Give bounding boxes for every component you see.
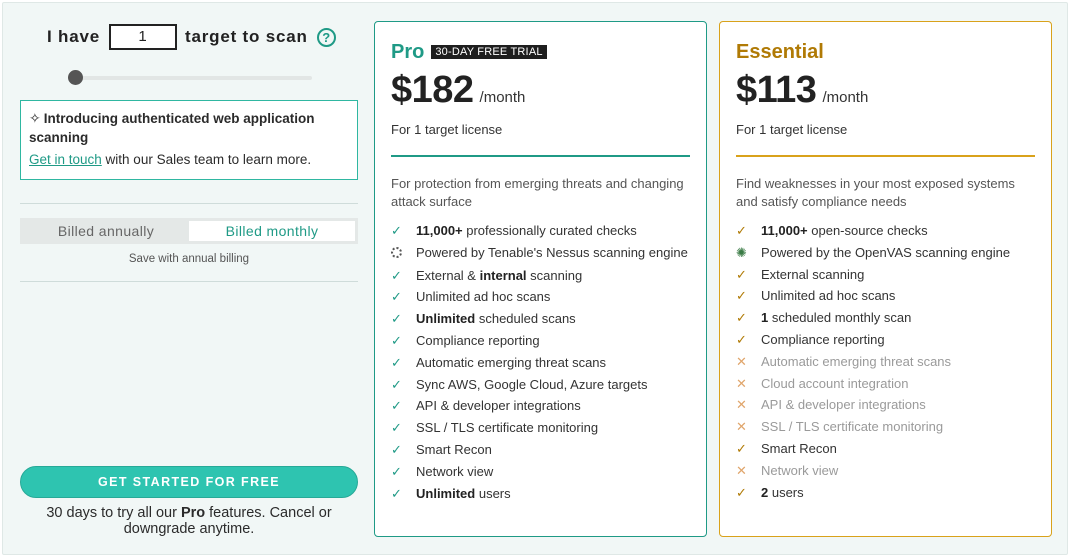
feature-text	[416, 245, 688, 261]
feature-text-body: Automatic emerging threat scans	[761, 353, 952, 369]
feature-text	[416, 289, 550, 305]
feature-item	[736, 288, 1035, 304]
feature-text-body: Sync AWS, Google Cloud, Azure targets	[416, 376, 648, 392]
feature-item	[736, 267, 1035, 283]
feature-text-body: users	[768, 484, 804, 500]
feature-text	[416, 464, 493, 480]
feature-text-body: Unlimited ad hoc scans	[416, 289, 551, 305]
license-note: For 1 target license	[391, 122, 503, 137]
plan-description: For protection from emerging threats and changing attack surface	[391, 176, 684, 209]
price-row	[736, 69, 1035, 111]
feature-item	[391, 442, 690, 458]
plan-price: $113	[736, 69, 817, 111]
feature-text-body: Automatic emerging threat scans	[416, 354, 607, 370]
feature-item	[391, 311, 690, 327]
check-icon: ✓	[391, 420, 402, 436]
price-period: /month	[822, 89, 869, 106]
feature-text	[416, 486, 511, 502]
check-icon: ✓	[391, 354, 402, 370]
nessus-icon	[391, 245, 416, 262]
check-icon: ✓	[391, 398, 402, 414]
web-app-scanning-promo	[20, 100, 358, 180]
feature-text	[761, 485, 804, 501]
feature-item	[736, 332, 1035, 348]
divider	[20, 281, 358, 282]
feature-item	[736, 245, 1035, 261]
plan-price: $182	[391, 69, 474, 111]
feature-item	[736, 397, 1035, 413]
plan-header	[391, 40, 690, 64]
feature-text	[416, 355, 606, 371]
check-icon: ✓	[736, 223, 747, 238]
promo-title-row	[29, 109, 349, 147]
check-icon: ✓	[736, 266, 747, 282]
billed-monthly-option[interactable]: Billed monthly	[189, 221, 355, 241]
feature-text	[761, 441, 837, 457]
feature-text-body: Network view	[761, 462, 839, 478]
feature-text-bold: 11,000+	[416, 223, 463, 238]
help-icon[interactable]: ?	[317, 28, 336, 47]
feature-text-body: API & developer integrations	[761, 397, 926, 413]
sparkle-icon: ✧	[29, 110, 41, 126]
plan-description: Find weaknesses in your most exposed systems and satisfy compliance needs	[736, 176, 1015, 209]
feature-item	[736, 419, 1035, 435]
check-icon: ✓	[736, 484, 747, 500]
feature-text	[761, 419, 943, 435]
billed-annually-option[interactable]: Billed annually	[57, 223, 155, 239]
get-started-button[interactable]: GET STARTED FOR FREE	[20, 466, 358, 498]
save-annual-note: Save with annual billing	[128, 253, 250, 265]
feature-text	[416, 268, 582, 284]
feature-item	[736, 223, 1035, 239]
check-icon: ✓	[391, 441, 402, 457]
feature-item	[391, 486, 690, 502]
get-in-touch-link[interactable]: Get in touch	[29, 152, 102, 167]
feature-item	[736, 485, 1035, 501]
promo-body-text: with our Sales team to learn more.	[101, 152, 312, 167]
feature-text	[761, 463, 838, 479]
feature-text-body: Unlimited ad hoc scans	[761, 288, 896, 304]
check-icon: ✓	[391, 463, 402, 479]
feature-text-body: users	[475, 485, 511, 501]
trial-note	[20, 505, 358, 537]
target-prefix-label: I have	[47, 27, 100, 46]
feature-text-bold: 1	[761, 310, 769, 326]
feature-text-body: SSL / TLS certificate monitoring	[761, 419, 944, 435]
plan-divider	[391, 155, 690, 157]
cross-icon: ✕	[736, 353, 747, 369]
feature-item	[391, 420, 690, 436]
feature-item	[391, 377, 690, 393]
feature-text	[416, 442, 492, 458]
feature-item	[391, 268, 690, 284]
feature-text-bold: Unlimited	[416, 311, 476, 327]
check-icon: ✓	[391, 223, 402, 238]
billing-toggle[interactable]	[20, 218, 358, 244]
feature-text-body: Compliance reporting	[416, 332, 540, 348]
target-configurator	[20, 22, 358, 282]
feature-text	[416, 311, 576, 327]
feature-text	[761, 245, 1010, 261]
feature-text	[416, 223, 637, 239]
price-row	[391, 69, 690, 111]
feature-list	[736, 223, 1035, 501]
target-suffix-label: target to scan	[185, 27, 308, 46]
feature-text	[416, 420, 598, 436]
plan-card-pro[interactable]	[374, 21, 707, 537]
target-slider[interactable]	[70, 70, 312, 86]
feature-text	[761, 354, 951, 370]
license-note: For 1 target license	[736, 122, 848, 137]
feature-item	[391, 333, 690, 349]
feature-text	[416, 333, 540, 349]
feature-text-body: SSL / TLS certificate monitoring	[416, 420, 599, 436]
feature-text-body: scheduled scans	[475, 311, 576, 327]
feature-text	[416, 377, 647, 393]
feature-item	[736, 310, 1035, 326]
check-icon: ✓	[736, 440, 747, 456]
plan-header	[736, 40, 1035, 64]
feature-text	[761, 332, 885, 348]
plan-card-essential[interactable]	[719, 21, 1052, 537]
feature-text	[761, 376, 908, 392]
feature-text-bold: Unlimited	[416, 485, 476, 501]
check-icon: ✓	[736, 331, 747, 347]
feature-text-body: External scanning	[761, 266, 865, 282]
check-icon: ✓	[391, 332, 402, 348]
feature-text	[416, 398, 581, 414]
cross-icon: ✕	[736, 375, 747, 391]
check-icon: ✓	[736, 310, 747, 326]
feature-text-body: scanning	[526, 267, 583, 283]
feature-text-body: open-source checks	[807, 223, 928, 238]
slider-thumb[interactable]	[68, 70, 83, 85]
check-icon: ✓	[391, 311, 402, 327]
openvas-icon: ✺	[736, 244, 747, 260]
feature-item	[391, 245, 690, 262]
feature-text	[761, 267, 864, 283]
plan-divider	[736, 155, 1035, 157]
feature-text-body: Compliance reporting	[761, 331, 885, 347]
feature-text-body: scheduled monthly scan	[768, 310, 912, 326]
feature-text-body: Smart Recon	[416, 441, 492, 457]
trial-note-suffix: features. Cancel or downgrade anytime.	[123, 505, 332, 537]
feature-text-body: Powered by the OpenVAS scanning engine	[761, 244, 1011, 260]
promo-title: Introducing authenticated web application scanning	[29, 111, 315, 145]
feature-item	[736, 376, 1035, 392]
check-icon: ✓	[391, 289, 402, 305]
feature-text-bold: internal	[479, 267, 527, 283]
price-period: /month	[479, 89, 526, 106]
cross-icon: ✕	[736, 397, 747, 413]
feature-text-body: API & developer integrations	[416, 398, 581, 414]
trial-note-prefix: 30 days to try all our	[46, 505, 181, 521]
check-icon: ✓	[736, 288, 747, 304]
cross-icon: ✕	[736, 462, 747, 478]
feature-text	[761, 223, 928, 239]
feature-list	[391, 223, 690, 502]
feature-text-bold: 2	[761, 484, 769, 500]
feature-item	[736, 354, 1035, 370]
cross-icon: ✕	[736, 419, 747, 435]
divider	[20, 203, 358, 204]
check-icon: ✓	[391, 376, 402, 392]
feature-item	[391, 398, 690, 414]
feature-text-body: Smart Recon	[761, 440, 837, 456]
feature-text	[761, 310, 911, 326]
feature-item	[391, 355, 690, 371]
check-icon: ✓	[391, 485, 402, 501]
feature-item	[736, 441, 1035, 457]
slider-track[interactable]	[70, 76, 312, 80]
trial-note-bold: Pro	[180, 505, 206, 521]
feature-text-pre: External &	[416, 267, 480, 283]
feature-text-body: professionally curated checks	[462, 223, 637, 238]
plan-name: Pro	[391, 40, 425, 63]
feature-item	[736, 463, 1035, 479]
free-trial-badge: 30-DAY FREE TRIAL	[431, 45, 546, 59]
check-icon: ✓	[391, 267, 402, 283]
feature-text	[761, 288, 895, 304]
feature-text-body: Cloud account integration	[761, 375, 909, 391]
plan-name: Essential	[736, 40, 824, 63]
target-count-input[interactable]: 1	[109, 24, 177, 50]
feature-text-body: Powered by Tenable's Nessus scanning engine	[416, 244, 688, 260]
feature-text-body: Network view	[416, 463, 494, 479]
feature-item	[391, 223, 690, 239]
feature-item	[391, 464, 690, 480]
feature-text	[761, 397, 926, 413]
feature-item	[391, 289, 690, 305]
feature-text-bold: 11,000+	[761, 223, 808, 238]
target-count-row	[47, 22, 358, 52]
promo-body	[29, 150, 349, 169]
